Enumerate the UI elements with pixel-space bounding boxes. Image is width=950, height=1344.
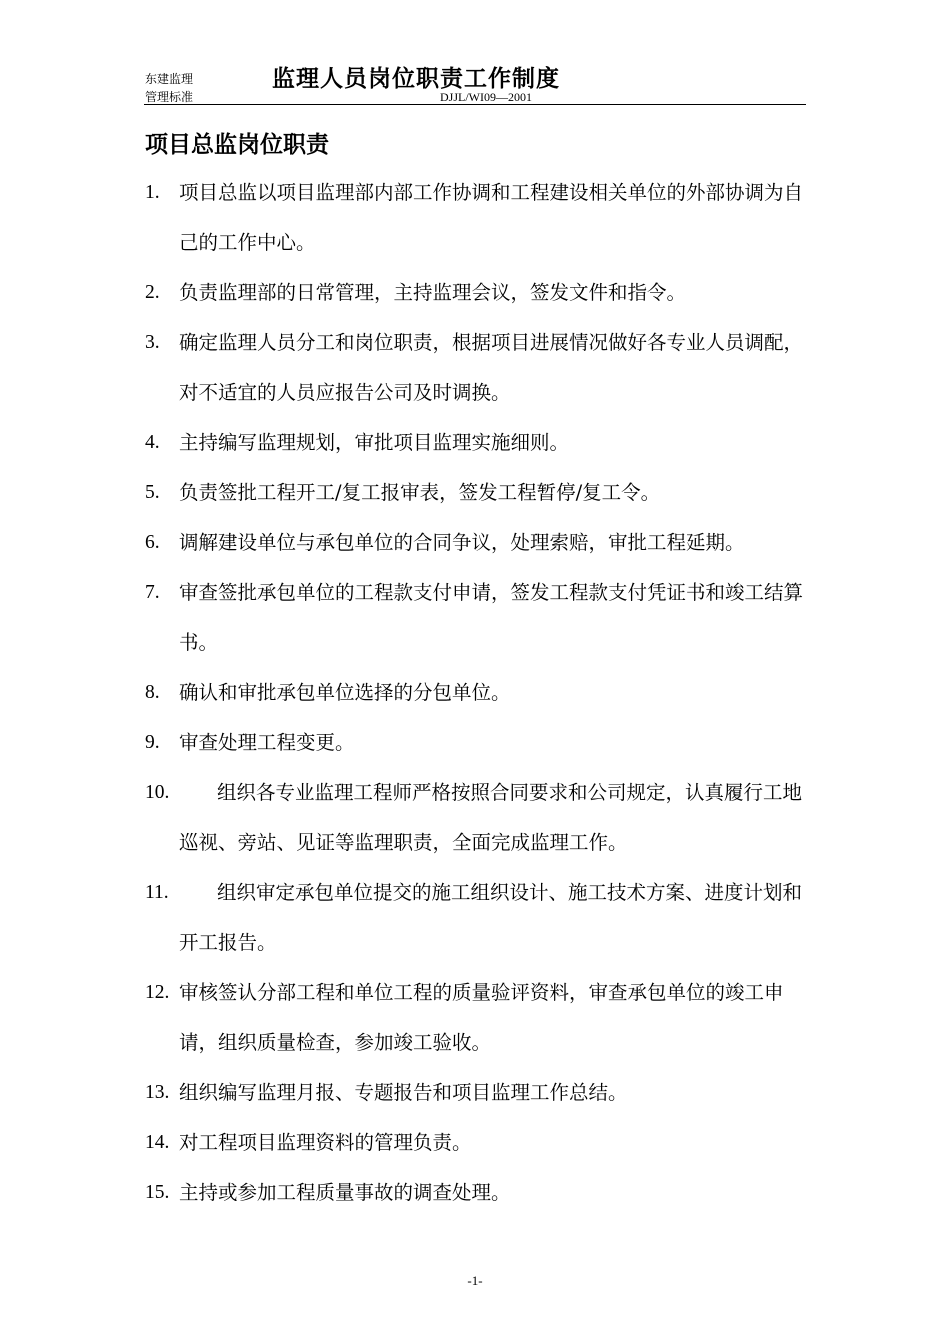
- list-item: [145, 718, 810, 768]
- list-item: [145, 568, 810, 668]
- item-number: 7.: [145, 582, 160, 603]
- item-text: 审查处理工程变更。: [179, 731, 355, 754]
- item-text: 组织审定承包单位提交的施工组织设计、施工技术方案、进度计划和开工报告。: [179, 881, 803, 954]
- list-item: [145, 168, 810, 268]
- list-item: [145, 1068, 810, 1118]
- list-item: [145, 418, 810, 468]
- section-title: 项目总监岗位职责: [145, 131, 329, 158]
- item-number: 13.: [145, 1082, 170, 1103]
- item-number: 15.: [145, 1182, 170, 1203]
- list-item: [145, 968, 810, 1068]
- item-number: 12.: [145, 982, 170, 1003]
- list-item: [145, 768, 810, 868]
- list-item: [145, 1168, 810, 1218]
- list-item: [145, 468, 810, 518]
- item-text: 调解建设单位与承包单位的合同争议，处理索赔，审批工程延期。: [179, 531, 745, 554]
- list-item: [145, 268, 810, 318]
- list-item: [145, 868, 810, 968]
- item-text: 组织编写监理月报、专题报告和项目监理工作总结。: [179, 1081, 628, 1104]
- duty-list: [145, 168, 810, 1218]
- item-text: 审查签批承包单位的工程款支付申请，签发工程款支付凭证书和竣工结算书。: [179, 581, 804, 654]
- item-text: 组织各专业监理工程师严格按照合同要求和公司规定，认真履行工地巡视、旁站、见证等监理职责，全面完成监理工作。: [179, 781, 803, 854]
- item-number: 5.: [145, 482, 160, 503]
- item-text: 确认和审批承包单位选择的分包单位。: [179, 681, 511, 704]
- item-text: 确定监理人员分工和岗位职责，根据项目进展情况做好各专业人员调配，对不适宜的人员应报告公司及时调换。: [179, 331, 804, 404]
- item-number: 14.: [145, 1132, 170, 1153]
- header-divider: [144, 104, 806, 105]
- item-number: 11.: [145, 882, 169, 903]
- item-number: 9.: [145, 732, 160, 753]
- item-text: 对工程项目监理资料的管理负责。: [179, 1131, 472, 1154]
- page-number: -1-: [467, 1273, 483, 1288]
- list-item: [145, 318, 810, 418]
- item-text: 主持或参加工程质量事故的调查处理。: [179, 1181, 511, 1204]
- item-number: 3.: [145, 332, 160, 353]
- item-text: 主持编写监理规划，审批项目监理实施细则。: [179, 431, 570, 454]
- item-number: 6.: [145, 532, 160, 553]
- item-number: 10.: [145, 782, 170, 803]
- header-org-line1: 东建监理: [145, 72, 194, 86]
- item-number: 1.: [145, 182, 160, 203]
- list-item: [145, 668, 810, 718]
- list-item: [145, 518, 810, 568]
- list-item: [145, 1118, 810, 1168]
- header-org-line2: 管理标准: [145, 90, 194, 104]
- item-text: 审核签认分部工程和单位工程的质量验评资料，审查承包单位的竣工申请，组织质量检查，参加竣工验收。: [179, 981, 784, 1054]
- item-number: 4.: [145, 432, 160, 453]
- document-title: 监理人员岗位职责工作制度: [272, 65, 560, 92]
- document-code: DJJL/WI09—2001: [440, 90, 532, 104]
- item-text: 项目总监以项目监理部内部工作协调和工程建设相关单位的外部协调为自己的工作中心。: [179, 181, 804, 254]
- item-number: 2.: [145, 282, 160, 303]
- item-text: 负责签批工程开工/复工报审表，签发工程暂停/复工令。: [179, 481, 661, 504]
- item-number: 8.: [145, 682, 160, 703]
- item-text: 负责监理部的日常管理，主持监理会议，签发文件和指令。: [179, 281, 687, 304]
- header-org: [145, 70, 193, 106]
